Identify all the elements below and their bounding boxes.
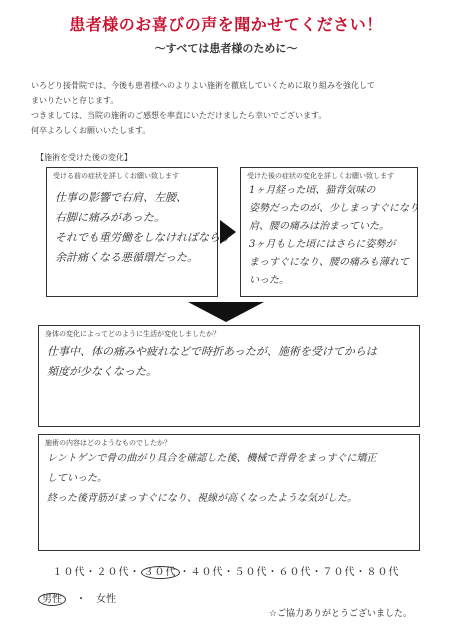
arrow-right-icon xyxy=(220,220,236,244)
age-option[interactable]: ４０代 xyxy=(190,567,224,578)
impression-answer xyxy=(47,449,376,509)
age-option[interactable]: ６０代 xyxy=(278,567,312,578)
separator: ・ xyxy=(129,567,141,578)
page-title: 患者様のお喜びの声を聞かせてください！ xyxy=(69,15,383,34)
answer-line: 右脚に痛みがあった。 xyxy=(55,211,165,224)
gender-male-selected[interactable]: 男性 xyxy=(38,593,66,606)
intro-line: まいりたいと存じます。 xyxy=(31,96,119,105)
separator: ・ xyxy=(355,567,367,578)
intro-line: いろどり接骨院では、今後も患者様へのよりよい施術を徹底していくために取り組みを強化して xyxy=(31,81,375,90)
section-label: 【施術を受けた後の変化】 xyxy=(36,153,132,162)
life-change-box[interactable] xyxy=(38,325,420,427)
separator: ・ xyxy=(85,567,97,578)
after-symptoms-box[interactable] xyxy=(240,167,418,297)
answer-line: 終った後背筋がまっすぐになり、視線が高くなったような気がした。 xyxy=(47,493,357,504)
age-option-selected[interactable]: ３０代 xyxy=(141,566,180,579)
intro-line: つきましては、当院の施術のご感想を率直にいただけましたら幸いでございます。 xyxy=(31,111,327,120)
age-option[interactable]: １０代 xyxy=(52,567,86,578)
gender-options xyxy=(38,590,116,605)
answer-line: レントゲンで骨の曲がり具合を確認した後、機械で背骨をまっすぐに矯正 xyxy=(47,453,377,464)
arrow-down-icon xyxy=(188,302,264,322)
before-symptoms-box[interactable] xyxy=(46,167,231,297)
separator: ・ xyxy=(76,594,86,605)
answer-line: 余計痛くなる悪循環だった。 xyxy=(55,251,198,264)
age-option[interactable]: ２０代 xyxy=(96,567,130,578)
gender-female[interactable]: 女性 xyxy=(96,594,116,605)
answer-line: まっすぐになり、腰の痛みも薄れて xyxy=(249,257,409,268)
impression-question: 施術の内容はどのようなものでしたか？ xyxy=(45,439,171,447)
answer-line: 仕事中、体の痛みや疲れなどで時折あったが、施術を受けてからは xyxy=(47,345,377,358)
separator: ・ xyxy=(179,567,191,578)
answer-line: それでも重労働をしなければならず xyxy=(55,231,231,244)
intro-text xyxy=(31,78,431,138)
separator: ・ xyxy=(223,567,235,578)
answer-line: 仕事の影響で右肩、左腰、 xyxy=(55,191,187,204)
answer-line: いった。 xyxy=(249,275,289,286)
age-option[interactable]: ７０代 xyxy=(322,567,356,578)
answer-line: 肩、腰の痛みは治まっていた。 xyxy=(249,221,389,232)
change-answer xyxy=(47,342,377,382)
after-question: 受けた後の症状の変化を詳しくお願い致します xyxy=(247,172,394,180)
intro-line: 何卒よろしくお願いいたします。 xyxy=(31,126,151,135)
separator: ・ xyxy=(311,567,323,578)
age-option[interactable]: ８０代 xyxy=(366,567,400,578)
age-option[interactable]: ５０代 xyxy=(234,567,268,578)
change-question: 身体の変化によってどのように生活が変化しましたか？ xyxy=(45,330,220,338)
before-question: 受ける前の症状を詳しくお願い致します xyxy=(53,172,179,180)
answer-line: 1ヶ月経った頃、猫背気味の xyxy=(249,185,376,196)
treatment-content-box[interactable] xyxy=(38,434,420,551)
answer-line: 姿勢だったのが、少しまっすぐになり xyxy=(249,203,419,214)
before-answer xyxy=(55,188,231,268)
answer-line: 3ヶ月もした頃にはさらに姿勢が xyxy=(249,239,396,250)
answer-line: していった。 xyxy=(47,473,107,484)
answer-line: 頻度が少なくなった。 xyxy=(47,365,157,378)
page-subtitle: ～すべては患者様のために～ xyxy=(154,42,298,55)
age-options xyxy=(0,563,452,578)
after-answer xyxy=(249,182,419,290)
separator: ・ xyxy=(267,567,279,578)
thanks-message: ☆ご協力ありがとうございました。 xyxy=(268,609,412,619)
